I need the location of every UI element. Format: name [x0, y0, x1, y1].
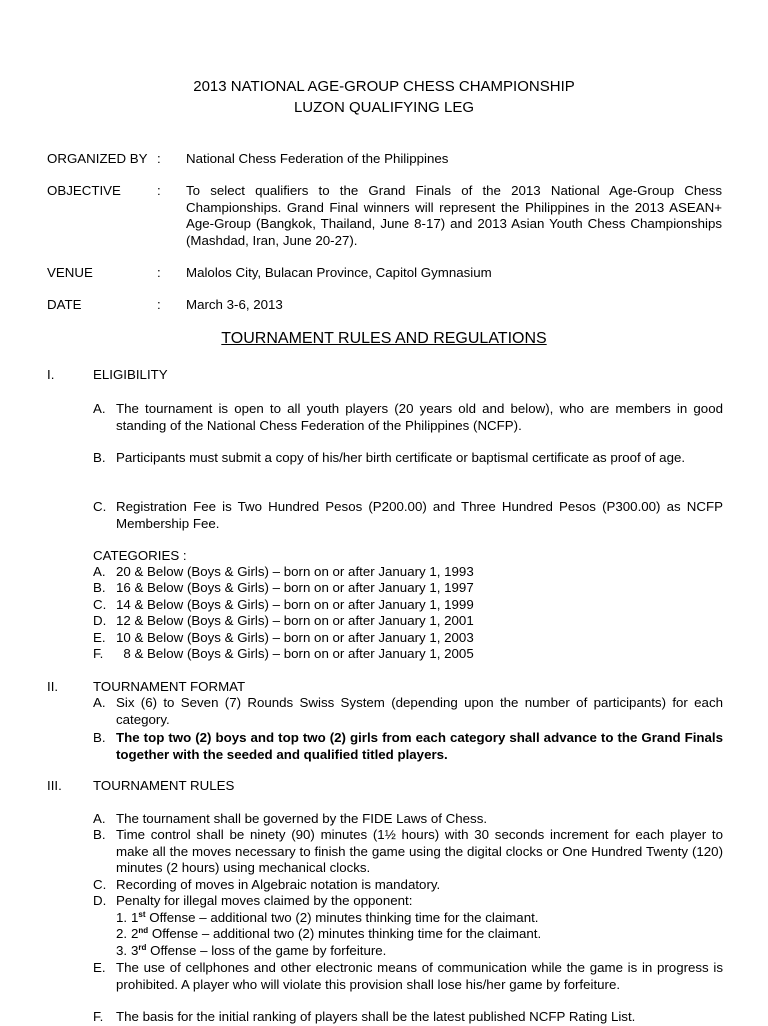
category-letter: B. [93, 580, 106, 595]
format-item-bold: The top two (2) boys and top two (2) girls from each category shall advance to the Grand Finals together with the seeded and qualified titled players. [116, 730, 723, 762]
item-letter: B. [93, 450, 106, 465]
document-title-line2: LUZON QUALIFYING LEG [293, 99, 475, 116]
category-item: 10 & Below (Boys & Girls) – born on or after January 1, 2003 [116, 630, 474, 645]
penalty-item: 1st Offense – additional two (2) minutes thinking time for the claimant. [131, 910, 539, 925]
info-value-venue: Malolos City, Bulacan Province, Capitol Gymnasium [186, 265, 492, 280]
category-letter: F. [93, 646, 104, 661]
eligibility-item: Participants must submit a copy of his/her birth certificate or baptismal certificate as proof of age. [116, 450, 686, 465]
category-item: 8 & Below (Boys & Girls) – born on or after January 1, 2005 [116, 646, 474, 661]
rules-item: Penalty for illegal moves claimed by the opponent: [116, 893, 413, 908]
rules-heading: TOURNAMENT RULES AND REGULATIONS [221, 330, 547, 347]
section-title-format: TOURNAMENT FORMAT [93, 679, 246, 694]
info-value-organized-by: National Chess Federation of the Philippines [186, 151, 449, 166]
penalty-number: 2. [116, 926, 128, 941]
item-letter: C. [93, 877, 107, 892]
item-letter: C. [93, 499, 107, 514]
category-letter: E. [93, 630, 106, 645]
eligibility-item: The tournament is open to all youth players (20 years old and below), who are members in good standing of the National Chess Federation of the Philippines (NCFP). [116, 401, 723, 433]
info-colon: : [157, 297, 161, 312]
rules-item: Time control shall be ninety (90) minutes (1½ hours) with 30 seconds increment for each player to make all the moves necessary to finish the game using the digital clocks or One Hundred Twenty (120) minutes (2 hours) using mechanical clocks. [116, 827, 723, 875]
info-label-date: DATE [47, 297, 82, 312]
category-item: 12 & Below (Boys & Girls) – born on or after January 1, 2001 [116, 613, 474, 628]
rules-item: Recording of moves in Algebraic notation is mandatory. [116, 877, 441, 892]
section-numeral: I. [47, 367, 55, 382]
info-label-venue: VENUE [47, 265, 93, 280]
item-letter: E. [93, 960, 106, 975]
section-numeral: III. [47, 778, 62, 793]
category-letter: C. [93, 597, 107, 612]
info-value-date: March 3-6, 2013 [186, 297, 283, 312]
eligibility-item: Registration Fee is Two Hundred Pesos (P200.00) and Three Hundred Pesos (P300.00) as NCFP Membership Fee. [116, 499, 723, 531]
info-colon: : [157, 151, 161, 166]
penalty-item: 3rd Offense – loss of the game by forfeiture. [131, 943, 387, 958]
category-letter: A. [93, 564, 106, 579]
info-label-organized-by: ORGANIZED BY [47, 151, 148, 166]
category-item: 20 & Below (Boys & Girls) – born on or after January 1, 1993 [116, 564, 474, 579]
item-letter: A. [93, 811, 106, 826]
section-title-eligibility: ELIGIBILITY [93, 367, 168, 382]
penalty-number: 3. [116, 943, 128, 958]
category-item: 16 & Below (Boys & Girls) – born on or after January 1, 1997 [116, 580, 474, 595]
rules-item: The use of cellphones and other electronic means of communication while the game is in progress is prohibited. A player who will violate this provision shall lose his/her game by forfeiture. [116, 960, 723, 992]
category-letter: D. [93, 613, 107, 628]
categories-label: CATEGORIES : [93, 548, 187, 563]
item-letter: A. [93, 401, 106, 416]
category-item: 14 & Below (Boys & Girls) – born on or after January 1, 1999 [116, 597, 474, 612]
penalty-item: 2nd Offense – additional two (2) minutes thinking time for the claimant. [131, 926, 542, 941]
penalty-number: 1. [116, 910, 128, 925]
item-letter: B. [93, 827, 106, 842]
item-letter: D. [93, 893, 107, 908]
info-colon: : [157, 183, 161, 198]
item-letter: B. [93, 730, 106, 745]
item-letter: A. [93, 695, 106, 710]
rules-item: The tournament shall be governed by the FIDE Laws of Chess. [116, 811, 488, 826]
document-title-line1: 2013 NATIONAL AGE-GROUP CHESS CHAMPIONSHIP [193, 78, 575, 95]
rules-item: The basis for the initial ranking of players shall be the latest published NCFP Rating List. [116, 1009, 636, 1024]
section-numeral: II. [47, 679, 59, 694]
item-letter: F. [93, 1009, 104, 1024]
section-title-rules: TOURNAMENT RULES [93, 778, 235, 793]
format-item: Six (6) to Seven (7) Rounds Swiss System (depending upon the number of participants) for each category. [116, 695, 723, 727]
info-colon: : [157, 265, 161, 280]
info-label-objective: OBJECTIVE [47, 183, 121, 198]
info-value-objective: To select qualifiers to the Grand Finals of the 2013 National Age-Group Chess Championships. Grand Final winners will represent the Philippines in the 2013 ASEAN+ Age-Group (Bangkok, Thailand, June 8-17) and 2013 Asian Youth Chess Championships (Mashdad, Iran, June 20-27). [186, 183, 722, 248]
